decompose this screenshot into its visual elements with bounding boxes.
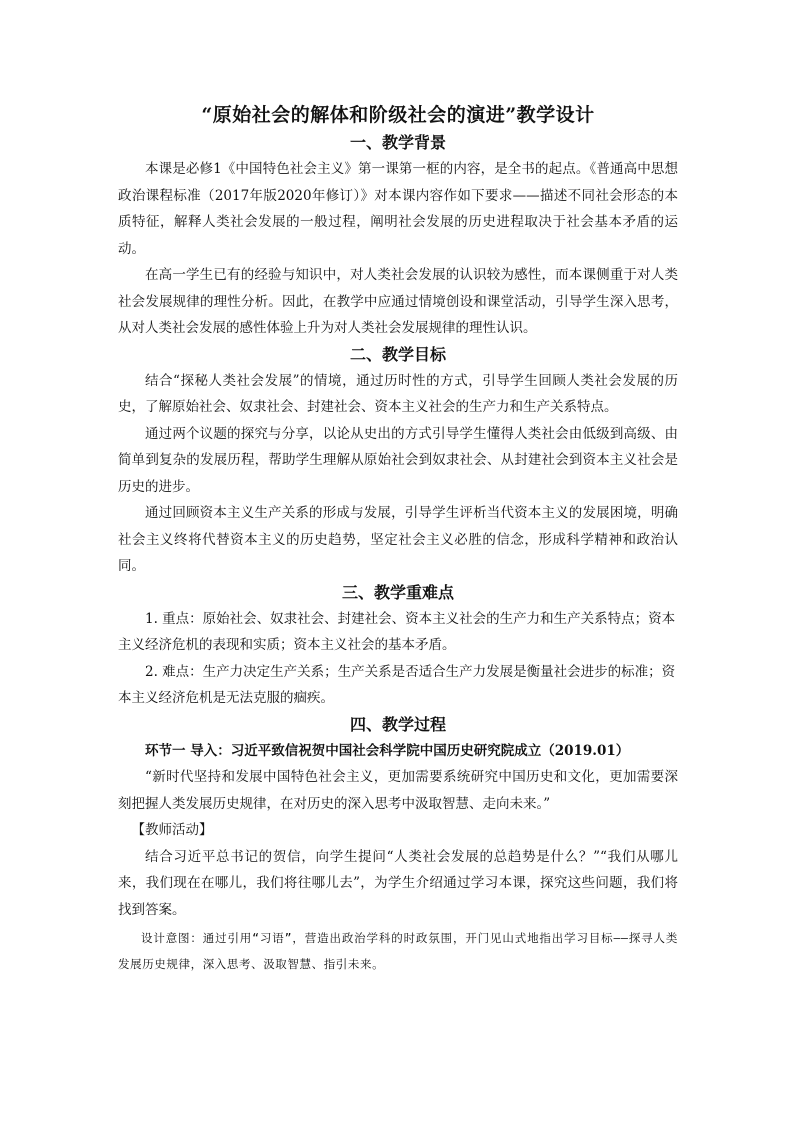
link-one-heading: 环节一 导入：习近平致信祝贺中国社会科学院中国历史研究院成立（2019.01） — [145, 742, 630, 759]
key-point-paragraph: 1. 重点：原始社会、奴隶社会、封建社会、资本主义社会的生产力和生产关系特点；资本主义经济危机的表现和实质；资本主义社会的基本矛盾。 — [118, 610, 676, 653]
section-heading-objectives: 二、教学目标 — [349, 344, 446, 364]
design-intent-note: 设计意图：通过引用“习语”，营造出政治学科的时政氛围，开门见山式地指出学习目标——探寻人类发展历史规律，深入思考、汲取智慧、指引未来。 — [118, 931, 678, 971]
objectives-paragraph-3: 通过回顾资本主义生产关系的形成与发展，引导学生评析当代资本主义的发展困境，明确社会主义终将代替资本主义的历史趋势，坚定社会主义必胜的信念，形成科学精神和政治认同。 — [118, 505, 678, 574]
document-page — [118, 100, 678, 977]
background-paragraph-2: 在高一学生已有的经验与知识中，对人类社会发展的认识较为感性，而本课侧重于对人类社会发展规律的理性分析。因此，在教学中应通过情境创设和课堂活动，引导学生深入思考，从对人类社会发展的感性体验上升为对人类社会发展规律的理性认识。 — [118, 267, 678, 336]
difficult-point-paragraph: 2. 难点：生产力决定生产关系；生产关系是否适合生产力发展是衡量社会进步的标准；资本主义经济危机是无法克服的痼疾。 — [118, 663, 676, 706]
objectives-paragraph-2: 通过两个议题的探究与分享，以论从史出的方式引导学生懂得人类社会由低级到高级、由简单到复杂的发展历程，帮助学生理解从原始社会到奴隶社会、从封建社会到资本主义社会是历史的进步。 — [118, 425, 678, 495]
section-heading-background: 一、教学背景 — [349, 133, 446, 152]
teacher-activity-label: 【教师活动】 — [131, 822, 213, 838]
document-title: “原始社会的解体和阶级社会的演进”教学设计 — [201, 104, 595, 126]
quote-paragraph: “新时代坚持和发展中国特色社会主义，更加需要系统研究中国历史和文化，更加需要深刻把握人类发展历史规律，在对历史的深入思考中汲取智慧、走向未来。” — [118, 769, 678, 812]
objectives-paragraph-1: 结合“探秘人类社会发展”的情境，通过历时性的方式，引导学生回顾人类社会发展的历史，了解原始社会、奴隶社会、封建社会、资本主义社会的生产力和生产关系特点。 — [118, 372, 678, 415]
teacher-activity-paragraph: 结合习近平总书记的贺信，向学生提问“人类社会发展的总趋势是什么？”“我们从哪儿来，我们现在在哪儿，我们将往哪儿去”，为学生介绍通过学习本课，探究这些问题，我们将找到答案。 — [118, 848, 678, 918]
section-heading-process: 四、教学过程 — [349, 714, 446, 734]
section-heading-key-points: 三、教学重难点 — [341, 582, 454, 602]
background-paragraph-1: 本课是必修1《中国特色社会主义》第一课第一框的内容，是全书的起点。《普通高中思想政治课程标准（2017年版2020年修订）》对本课内容作如下要求——描述不同社会形态的本质特征，解释人类社会发展的一般过程，阐明社会发展的历史进程取决于社会基本矛盾的运动。 — [118, 161, 678, 257]
